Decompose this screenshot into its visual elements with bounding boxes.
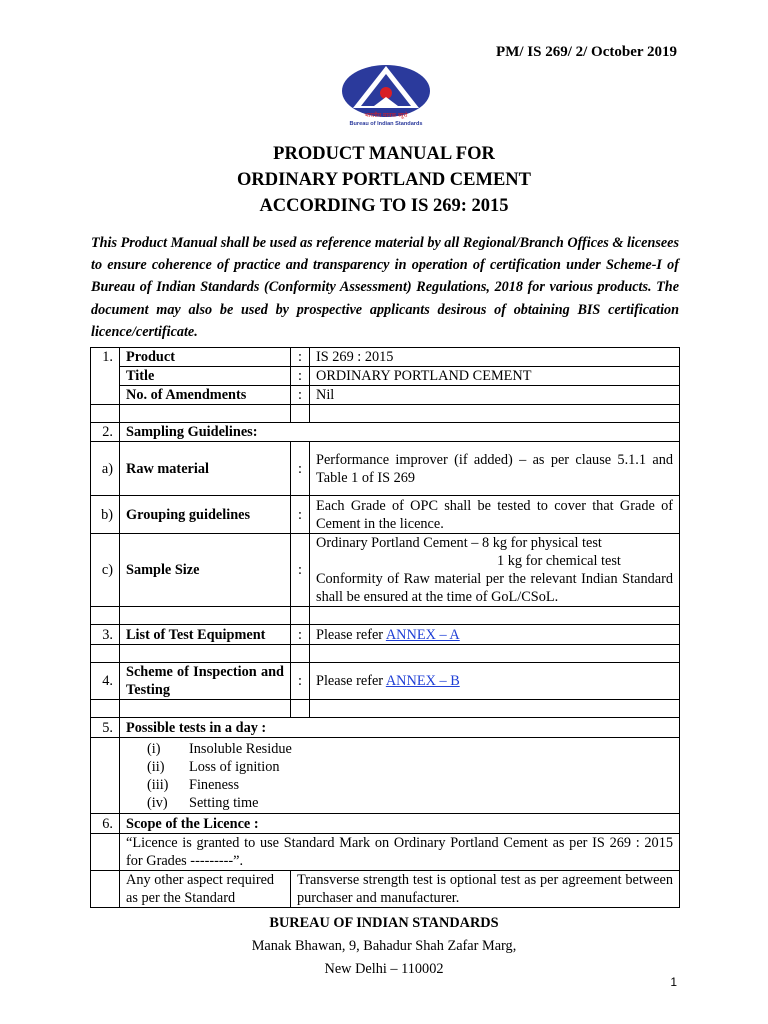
- table-row-blank: [91, 607, 680, 625]
- annex-a-link[interactable]: ANNEX – A: [385, 626, 460, 643]
- table-row-blank: [91, 700, 680, 718]
- table-row: c) Sample Size : Ordinary Portland Cement – 8 kg for physical test 1 kg for chemical test Conformity of Raw material per the relevant Indian Standard shall be ensured at the time of GoL/CSoL.: [91, 534, 680, 607]
- table-row: No. of Amendments : Nil: [91, 386, 680, 405]
- table-row: “Licence is granted to use Standard Mark on Ordinary Portland Cement as per IS 269 : 2015 for Grades ---------”.: [91, 834, 680, 871]
- table-row: 3. List of Test Equipment : Please refer ANNEX – A: [91, 625, 680, 645]
- list-item: (i) Insoluble Residue: [147, 741, 292, 757]
- intro-paragraph: This Product Manual shall be used as reference material by all Regional/Branch Offices & licensees to ensure coherence of practice and transparency in operation of certification under Scheme-I of Bureau of Indian Standards (Conformity Assessment) Regulations, 2018 for various products. The document may also be used by prospective applicants desirous of obtaining BIS certification licence/certificate.: [91, 235, 679, 340]
- table-row: Any other aspect required as per the Standard Transverse strength test is optional test as per agreement between purchaser and manufacturer.: [91, 871, 680, 908]
- table-row-blank: [91, 645, 680, 663]
- product-table: [90, 347, 680, 908]
- table-row: 6. Scope of the Licence :: [91, 814, 680, 834]
- list-item: (iv) Setting time: [147, 795, 259, 811]
- list-item: (ii) Loss of ignition: [147, 759, 280, 775]
- table-row: 1. Product : IS 269 : 2015: [91, 348, 680, 367]
- list-item: (iii) Fineness: [147, 777, 240, 793]
- footer: BUREAU OF INDIAN STANDARDS Manak Bhawan, 9, Bahadur Shah Zafar Marg, New Delhi – 110002: [251, 915, 517, 977]
- document-reference: PM/ IS 269/ 2/ October 2019: [496, 44, 677, 60]
- table-row: 2. Sampling Guidelines:: [91, 423, 680, 442]
- table-row-blank: [91, 405, 680, 423]
- page-number: 1: [670, 975, 677, 989]
- document-title: PRODUCT MANUAL FOR ORDINARY PORTLAND CEMENT ACCORDING TO IS 269: 2015: [236, 144, 532, 216]
- bis-logo-english: Bureau of Indian Standards: [349, 121, 423, 127]
- bis-logo: [340, 62, 432, 128]
- table-row: Title : ORDINARY PORTLAND CEMENT: [91, 367, 680, 386]
- bis-logo-hindi: भारतीय मानक ब्यूरो: [364, 112, 408, 119]
- table-row: 5. Possible tests in a day :: [91, 718, 680, 738]
- table-row: [91, 738, 680, 814]
- table-row: a) Raw material : Performance improver (if added) – as per clause 5.1.1 and Table 1 of IS 269: [91, 442, 680, 496]
- table-row: 4. Scheme of Inspection and Testing : Please refer ANNEX – B: [91, 663, 680, 700]
- annex-b-link[interactable]: ANNEX – B: [385, 673, 460, 689]
- table-row: b) Grouping guidelines : Each Grade of OPC shall be tested to cover that Grade of Cement in the licence.: [91, 496, 680, 534]
- tests-list: [126, 738, 673, 812]
